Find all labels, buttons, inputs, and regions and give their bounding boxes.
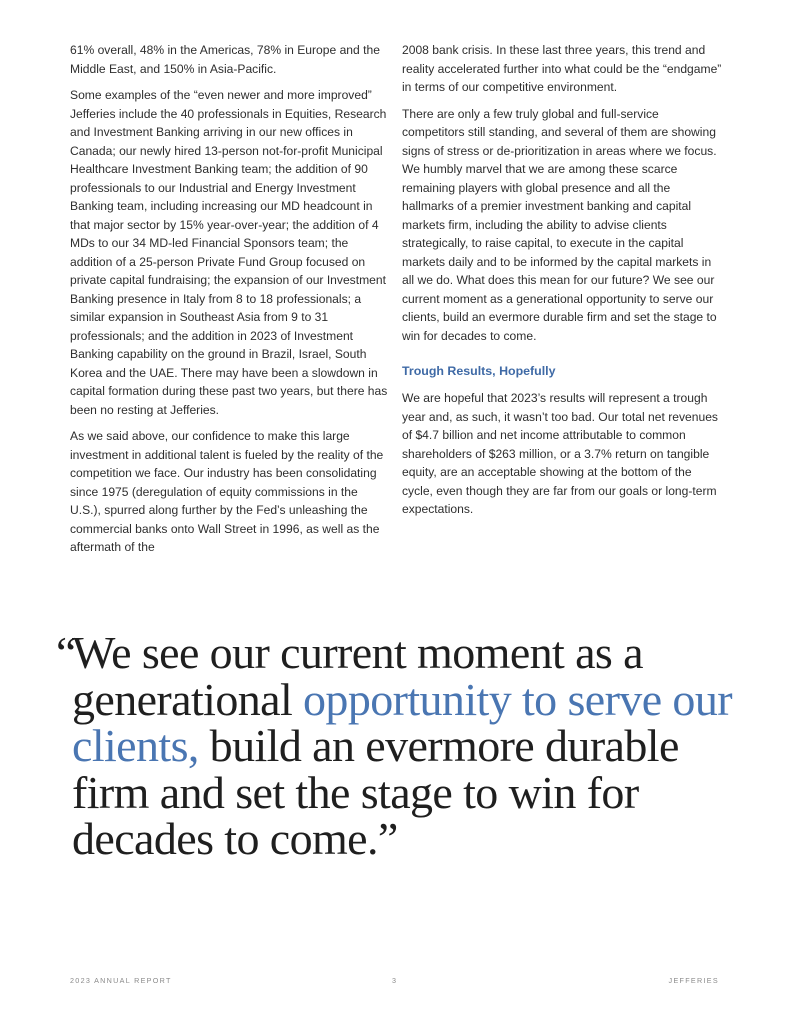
- page-number: 3: [392, 976, 398, 985]
- right-paragraph-1: 2008 bank crisis. In these last three years, this trend and reality accelerated further into what could be the “endgame” in terms of our competitive environment.: [402, 43, 722, 94]
- left-column: [70, 41, 388, 565]
- pull-quote-text-part-2: build an evermore durable firm and set the stage to win for decades to come.: [72, 720, 679, 864]
- pull-quote: [56, 627, 762, 864]
- pull-quote-highlight: opportunity to serve our clients,: [72, 673, 732, 771]
- footer-company-name: JEFFERIES: [668, 976, 719, 985]
- footer-report-title: 2023 ANNUAL REPORT: [70, 976, 172, 985]
- right-paragraph-3: We are hopeful that 2023’s results will represent a trough year and, as such, it wasn’t too bad. Our total net revenues of $4.7 billion and net income attributable to common shareholders of $263 million, or a 3.7% return on tangible equity, are an acceptable showing at the bottom of the cycle, even though they are far from our goals or long-term expectations.: [402, 391, 718, 516]
- right-paragraph-2: There are only a few truly global and full-service competitors still standing, and several of them are showing signs of stress or de-prioritization in areas where we focus. We humbly marvel that we are among these scarce remaining players with global presence and all the hallmarks of a premier investment banking and capital markets firm, including the ability to advise clients strategically, to raise capital, to execute in the capital markets daily and to be informed by the capital markets in all we do. What does this mean for our future? We see our current moment as a generational opportunity to serve our clients, build an evermore durable firm and set the stage to win for decades to come.: [402, 106, 717, 343]
- open-quote-mark: “: [56, 627, 76, 678]
- page-footer: [70, 976, 719, 988]
- section-heading: Trough Results, Hopefully: [402, 364, 556, 378]
- left-paragraph-1: 61% overall, 48% in the Americas, 78% in Europe and the Middle East, and 150% in Asia-Pacific.: [70, 43, 380, 76]
- close-quote-mark: ”: [377, 813, 398, 864]
- right-column: [402, 41, 722, 527]
- left-paragraph-3: As we said above, our confidence to make this large investment in additional talent is fueled by the reality of the competition we face. Our industry has been consolidating since 1975 (deregulation of equity commissions in the U.S.), spurred along further by the Fed’s unleashing the commercial banks onto Wall Street in 1996, as well as the aftermath of the: [70, 429, 384, 554]
- left-paragraph-2: Some examples of the “even newer and more improved” Jefferies include the 40 professionals in Equities, Research and Investment Banking arriving in our new offices in Canada; our newly hired 13-person not-for-profit Municipal Healthcare Investment Banking team; the addition of 90 professionals to our Industrial and Energy Investment Banking team, including increasing our MD headcount in that major sector by 15% year-over-year; the addition of 4 MDs to our 34 MD-led Financial Sponsors team; the addition of a 25-person Private Fund Group focused on private capital fundraising; the expansion of our Investment Banking presence in Italy from 8 to 18 professionals; a similar expansion in Southeast Asia from 9 to 31 professionals; and the addition in 2023 of Investment Banking capability on the ground in Brazil, Israel, South Korea and the UAE. There may have been a slowdown in capital formation during these past two years, but there has been no resting at Jefferies.: [70, 88, 388, 417]
- pull-quote-text-part-1: We see our current moment as a generational: [72, 627, 643, 725]
